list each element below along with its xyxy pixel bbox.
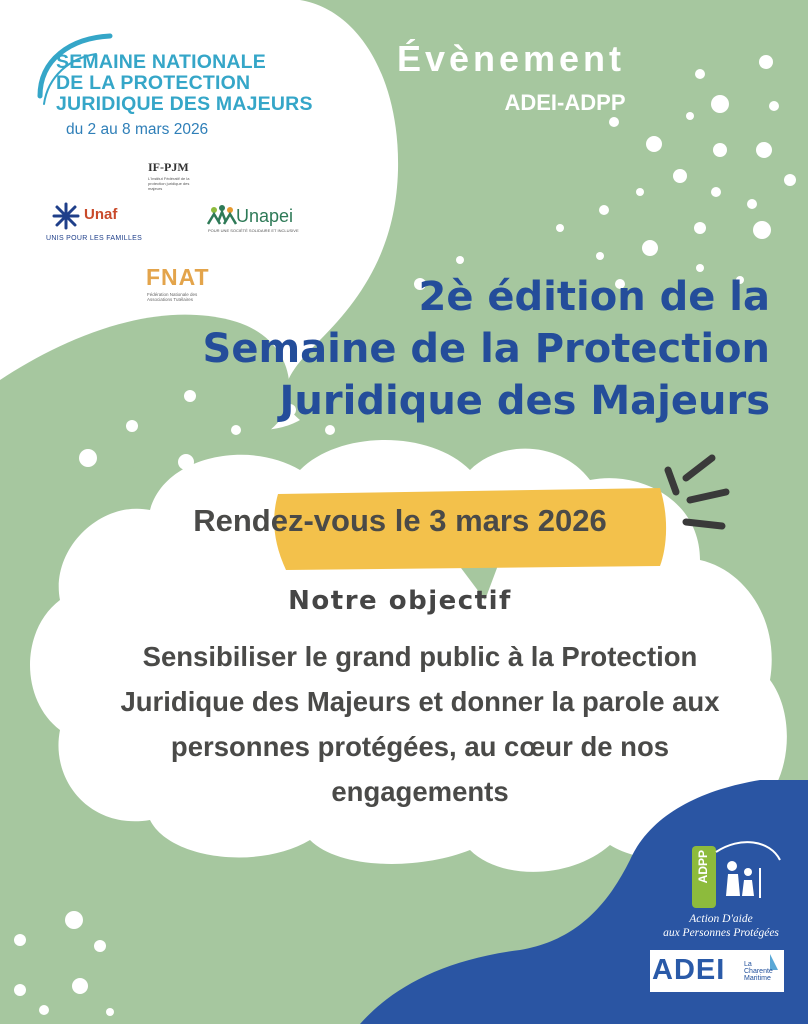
- logo-title-line: SEMAINE NATIONALE: [56, 51, 266, 73]
- department-line: Maritime: [744, 975, 771, 982]
- unaf-icon: [54, 204, 78, 228]
- ifpjm-logo: IF-PJM: [148, 160, 189, 174]
- rendezvous-date: Rendez-vous le 3 mars 2026: [193, 503, 607, 538]
- ifpjm-tagline: L'Institut Fédératif de la protection juridique des majeurs: [148, 176, 190, 191]
- adei-logo: ADEI: [652, 954, 726, 986]
- logo-dates: du 2 au 8 mars 2026: [66, 121, 209, 138]
- unaf-logo: Unaf: [84, 206, 118, 223]
- adpp-caption-line: Action D'aide: [689, 913, 753, 925]
- logo-title-line: DE LA PROTECTION: [56, 72, 251, 94]
- unapei-tagline: POUR UNE SOCIÉTÉ SOLIDAIRE ET INCLUSIVE: [208, 228, 299, 233]
- fnat-logo: FNAT: [146, 264, 210, 290]
- adpp-caption-line: aux Personnes Protégées: [663, 927, 779, 939]
- headline-line-2: Semaine de la Protection: [202, 326, 770, 372]
- adpp-logo-letters: ADPP: [696, 850, 710, 884]
- headline-line-3: Juridique des Majeurs: [279, 378, 770, 424]
- headline-line-1: 2è édition de la: [418, 274, 770, 320]
- objective-line: Juridique des Majeurs et donner la parole aux: [120, 686, 720, 717]
- unapei-logo: Unapei: [236, 206, 294, 226]
- charente-maritime-logo: [744, 961, 780, 982]
- adpp-caption: [652, 912, 790, 940]
- department-line: Charente: [744, 968, 773, 975]
- event-subtitle: ADEI-ADPP: [504, 90, 626, 115]
- logo-title-line: JURIDIQUE DES MAJEURS: [56, 93, 313, 115]
- objective-text: [70, 634, 770, 814]
- objective-line: Sensibiliser le grand public à la Protection: [142, 641, 698, 672]
- department-line: La: [744, 961, 752, 968]
- snpjm-logo-title: [56, 52, 313, 115]
- objective-title: Notre objectif: [288, 586, 512, 616]
- fnat-tagline: Fédération Nationale des Associations Tutélaires: [147, 292, 198, 302]
- event-title: Évènement: [396, 38, 626, 79]
- objective-line: personnes protégées, au cœur de nos: [170, 731, 670, 762]
- unaf-tagline: UNIS POUR LES FAMILLES: [46, 235, 143, 242]
- objective-line: engagements: [331, 776, 509, 807]
